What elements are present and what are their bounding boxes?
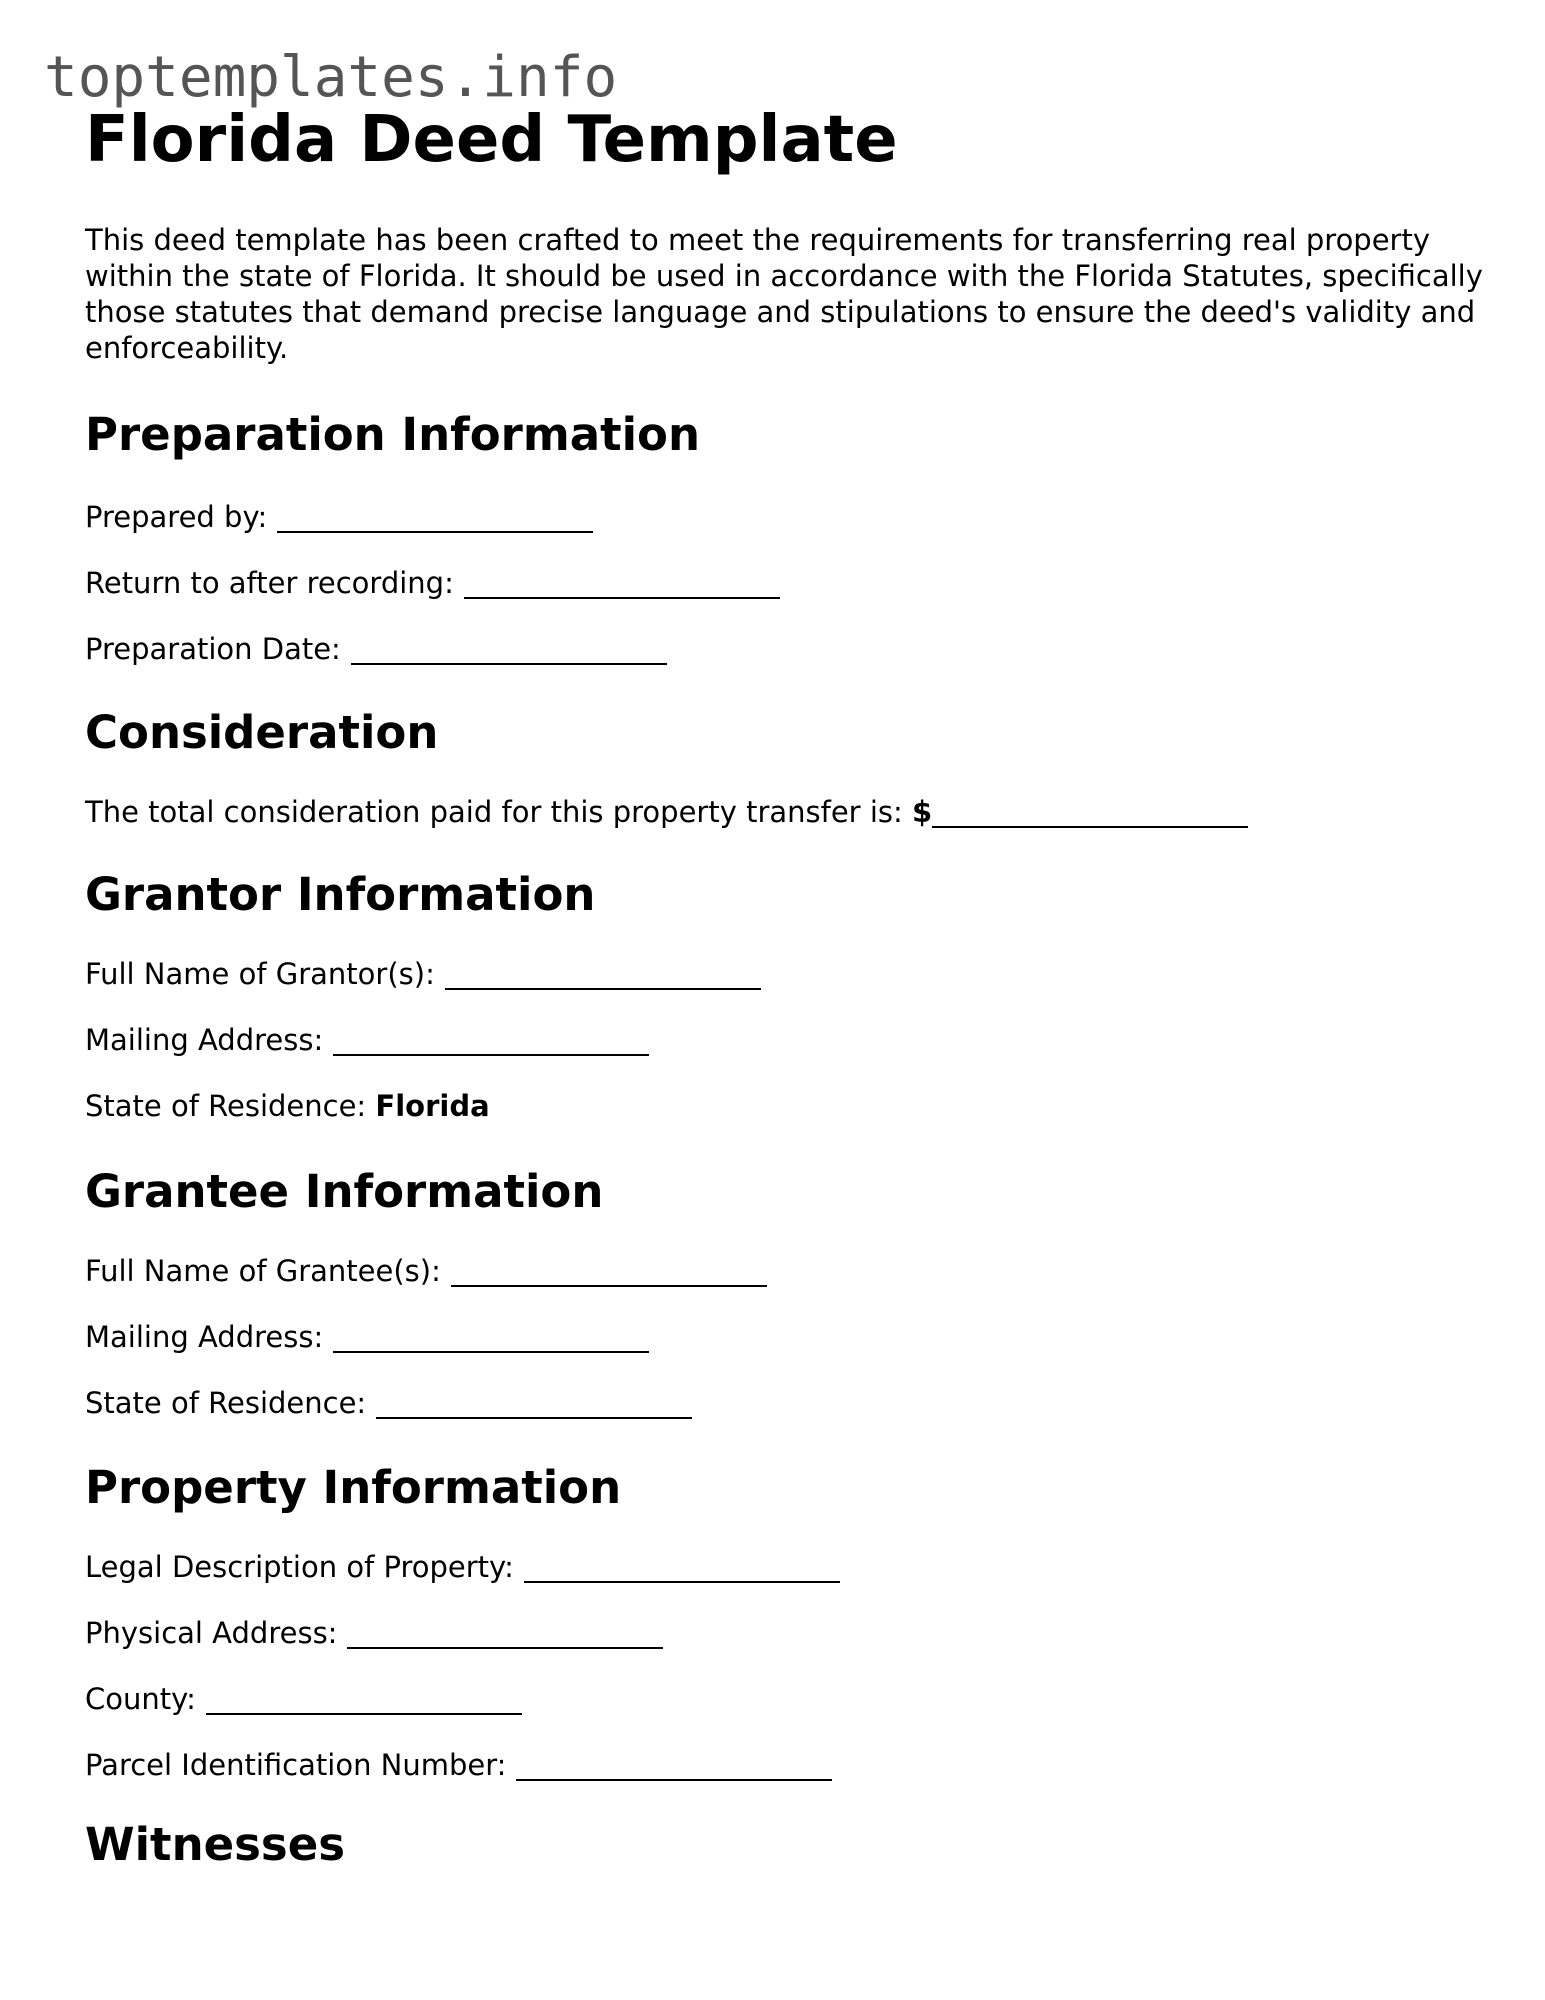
legal-description-blank[interactable] [524,1581,840,1583]
preparation-heading: Preparation Information [85,408,700,461]
grantor-heading: Grantor Information [85,868,596,921]
grantee-state-blank[interactable] [376,1417,692,1419]
grantor-address-field [85,1023,649,1057]
property-heading: Property Information [85,1461,622,1514]
preparation-date-blank[interactable] [351,663,667,665]
prepared-by-blank[interactable] [277,531,593,533]
grantee-state-label: State of Residence: [85,1386,367,1420]
grantee-address-blank[interactable] [333,1351,649,1353]
county-blank[interactable] [206,1713,522,1715]
grantor-state-value: Florida [375,1089,490,1123]
county-label: County: [85,1682,196,1716]
prepared-by-field [85,500,593,534]
grantor-address-blank[interactable] [333,1054,649,1056]
grantor-state-label: State of Residence: [85,1089,367,1123]
consideration-field [85,795,1248,829]
intro-paragraph: This deed template has been crafted to meet the requirements for transferring real property within the state of Florida. It should be used in accordance with the Florida Statutes, specifically those statutes that demand precise language and stipulations to ensure the deed's validity and enforceability. [85,223,1483,365]
grantor-name-label: Full Name of Grantor(s): [85,957,435,991]
parcel-id-label: Parcel Identification Number: [85,1748,507,1782]
parcel-id-field [85,1748,832,1782]
legal-description-label: Legal Description of Property: [85,1550,514,1584]
page-title: Florida Deed Template [85,103,898,177]
grantee-name-field [85,1254,767,1288]
grantor-address-label: Mailing Address: [85,1023,324,1057]
grantee-state-field [85,1386,692,1420]
grantor-name-field [85,957,761,991]
prepared-by-label: Prepared by: [85,500,268,534]
grantor-state-field [85,1089,490,1123]
witnesses-heading: Witnesses [85,1818,346,1871]
return-to-field [85,566,780,600]
site-watermark: toptemplates.info [44,45,618,110]
grantee-name-blank[interactable] [451,1285,767,1287]
consideration-heading: Consideration [85,706,439,759]
grantee-address-field [85,1320,649,1354]
preparation-date-field [85,632,667,666]
consideration-amount-blank[interactable] [932,826,1248,828]
grantee-address-label: Mailing Address: [85,1320,324,1354]
grantee-name-label: Full Name of Grantee(s): [85,1254,441,1288]
grantee-heading: Grantee Information [85,1165,604,1218]
legal-description-field [85,1550,840,1584]
grantor-name-blank[interactable] [445,988,761,990]
consideration-label: The total consideration paid for this property transfer is: [85,795,903,829]
physical-address-blank[interactable] [347,1647,663,1649]
preparation-date-label: Preparation Date: [85,632,341,666]
currency-symbol: $ [911,795,933,829]
physical-address-field [85,1616,663,1650]
parcel-id-blank[interactable] [516,1779,832,1781]
county-field [85,1682,522,1716]
physical-address-label: Physical Address: [85,1616,338,1650]
return-to-label: Return to after recording: [85,566,454,600]
return-to-blank[interactable] [464,597,780,599]
